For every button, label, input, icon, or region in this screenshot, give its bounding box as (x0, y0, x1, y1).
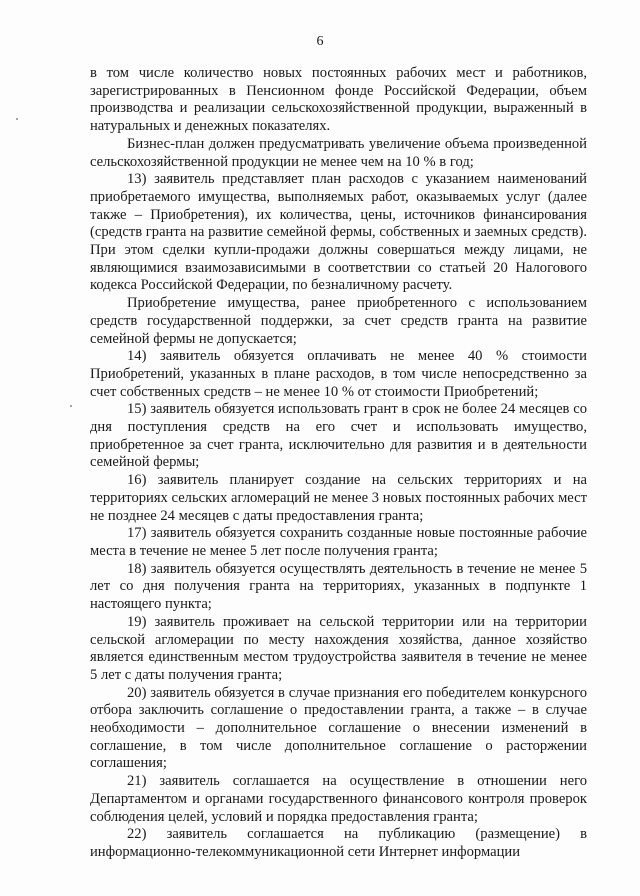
paragraph-continuation: в том числе количество новых постоянных рабочих мест и работников, зарегистрированных в Пенсионном фонде Российской Федерации, объем производства и реализации сельскохозяйственной продукции, выраженный в натуральных и денежных показателях. (90, 65, 587, 135)
paragraph-item-16: 16) заявитель планирует создание на сельских территориях и на территориях сельских агломераций не менее 3 новых постоянных рабочих мест не позднее 24 месяцев с даты предоставления гранта; (90, 472, 587, 524)
paragraph-item-21: 21) заявитель соглашается на осуществление в отношении него Департаментом и органами государственного финансового контроля проверок соблюдения целей, условий и порядка предоставления гранта; (90, 773, 587, 825)
paragraph-acquisition-restriction: Приобретение имущества, ранее приобретенного с использованием средств государственной поддержки, за счет средств гранта на развитие семейной фермы не допускается; (90, 295, 587, 347)
paragraph-item-18: 18) заявитель обязуется осуществлять деятельность в течение не менее 5 лет со дня получения гранта на территориях, указанных в подпункте 1 настоящего пункта; (90, 560, 587, 613)
scan-speck (70, 405, 72, 407)
document-body (90, 65, 587, 862)
scan-speck (16, 118, 18, 120)
paragraph-item-19: 19) заявитель проживает на сельской территории или на территории сельской агломерации по месту нахождения хозяйства, данное хозяйство является единственным местом трудоустройства заявителя в течение не менее 5 лет с даты получения гранта; (90, 613, 587, 683)
paragraph-item-20: 20) заявитель обязуется в случае признания его победителем конкурсного отбора заключить соглашение о предоставлении гранта, а также – в случае необходимости – дополнительное соглашение о внесении изменений в соглашение, в том числе дополнительное соглашение о расторжении соглашения; (90, 684, 587, 772)
paragraph-item-17: 17) заявитель обязуется сохранить созданные новые постоянные рабочие места в течение не менее 5 лет после получения гранта; (90, 525, 587, 559)
paragraph-item-14: 14) заявитель обязуется оплачивать не менее 40 % стоимости Приобретений, указанных в плане расходов, в том числе непосредственно за счет собственных средств – не менее 10 % от стоимости Приобретений; (90, 348, 587, 400)
paragraph-business-plan: Бизнес-план должен предусматривать увеличение объема произведенной сельскохозяйственной продукции не менее чем на 10 % в год; (90, 135, 587, 170)
paragraph-item-15: 15) заявитель обязуется использовать грант в срок не более 24 месяцев со дня поступления средств на его счет и использовать имущество, приобретенное за счет гранта, исключительно для развития и в деятельности семейной фермы; (90, 401, 587, 471)
paragraph-item-13: 13) заявитель представляет план расходов с указанием наименований приобретаемого имущества, выполняемых работ, оказываемых услуг (далее также – Приобретения), их количества, цены, источников финансирования (средств гранта на развитие семейной фермы, собственных и заемных средств). При этом сделки купли-продажи должны совершаться между лицами, не являющимися взаимозависимыми в соответствии со статьей 20 Налогового кодекса Российской Федерации, по безналичному расчету. (90, 171, 587, 294)
paragraph-item-22: 22) заявитель соглашается на публикацию (размещение) в информационно-телекоммуникационной сети Интернет информации (90, 826, 587, 860)
page-number: 6 (316, 34, 324, 49)
